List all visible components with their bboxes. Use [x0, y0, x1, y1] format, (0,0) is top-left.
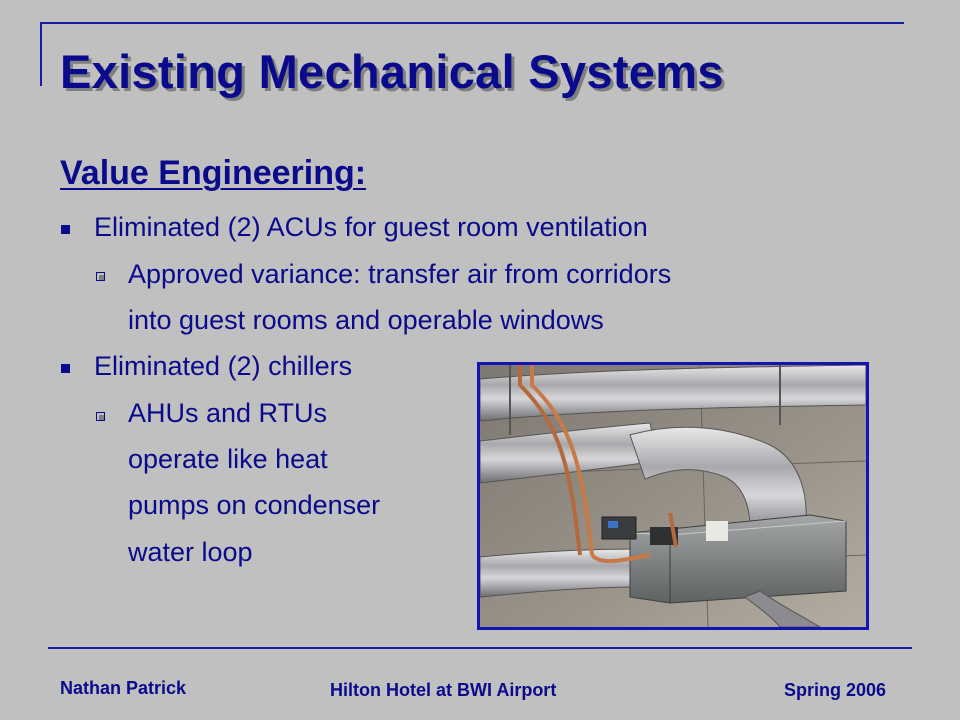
- footer-project: Hilton Hotel at BWI Airport: [330, 680, 557, 700]
- bullet-square-icon: [61, 225, 70, 234]
- sub-bullet-continuation: into guest rooms and operable windows: [128, 305, 604, 335]
- bullet-square-icon: [61, 364, 70, 373]
- left-rule: [40, 22, 42, 86]
- footer-rule: [48, 647, 912, 649]
- top-rule: [40, 22, 904, 24]
- section-heading: Value Engineering:: [60, 154, 367, 192]
- slide-title: Existing Mechanical Systems: [60, 45, 724, 98]
- sub-bullet-line: Approved variance: transfer air from corridors: [128, 259, 672, 289]
- sub-bullet-square-icon: [96, 412, 105, 421]
- footer-term: Spring 2006: [784, 680, 887, 700]
- footer-author: Nathan Patrick: [60, 678, 187, 698]
- mechanical-ductwork-photo: [477, 362, 869, 630]
- sub-bullet-continuation: water loop: [128, 537, 253, 567]
- sub-bullet-continuation: pumps on condenser: [128, 490, 381, 520]
- bullet-line: Eliminated (2) chillers: [94, 351, 353, 381]
- ductwork-illustration: [480, 365, 866, 627]
- sub-bullet-line: AHUs and RTUs: [128, 398, 328, 428]
- bullet-line: Eliminated (2) ACUs for guest room ventilation: [94, 212, 648, 242]
- sub-bullet-square-icon: [96, 272, 105, 281]
- sub-bullet-continuation: operate like heat: [128, 444, 328, 474]
